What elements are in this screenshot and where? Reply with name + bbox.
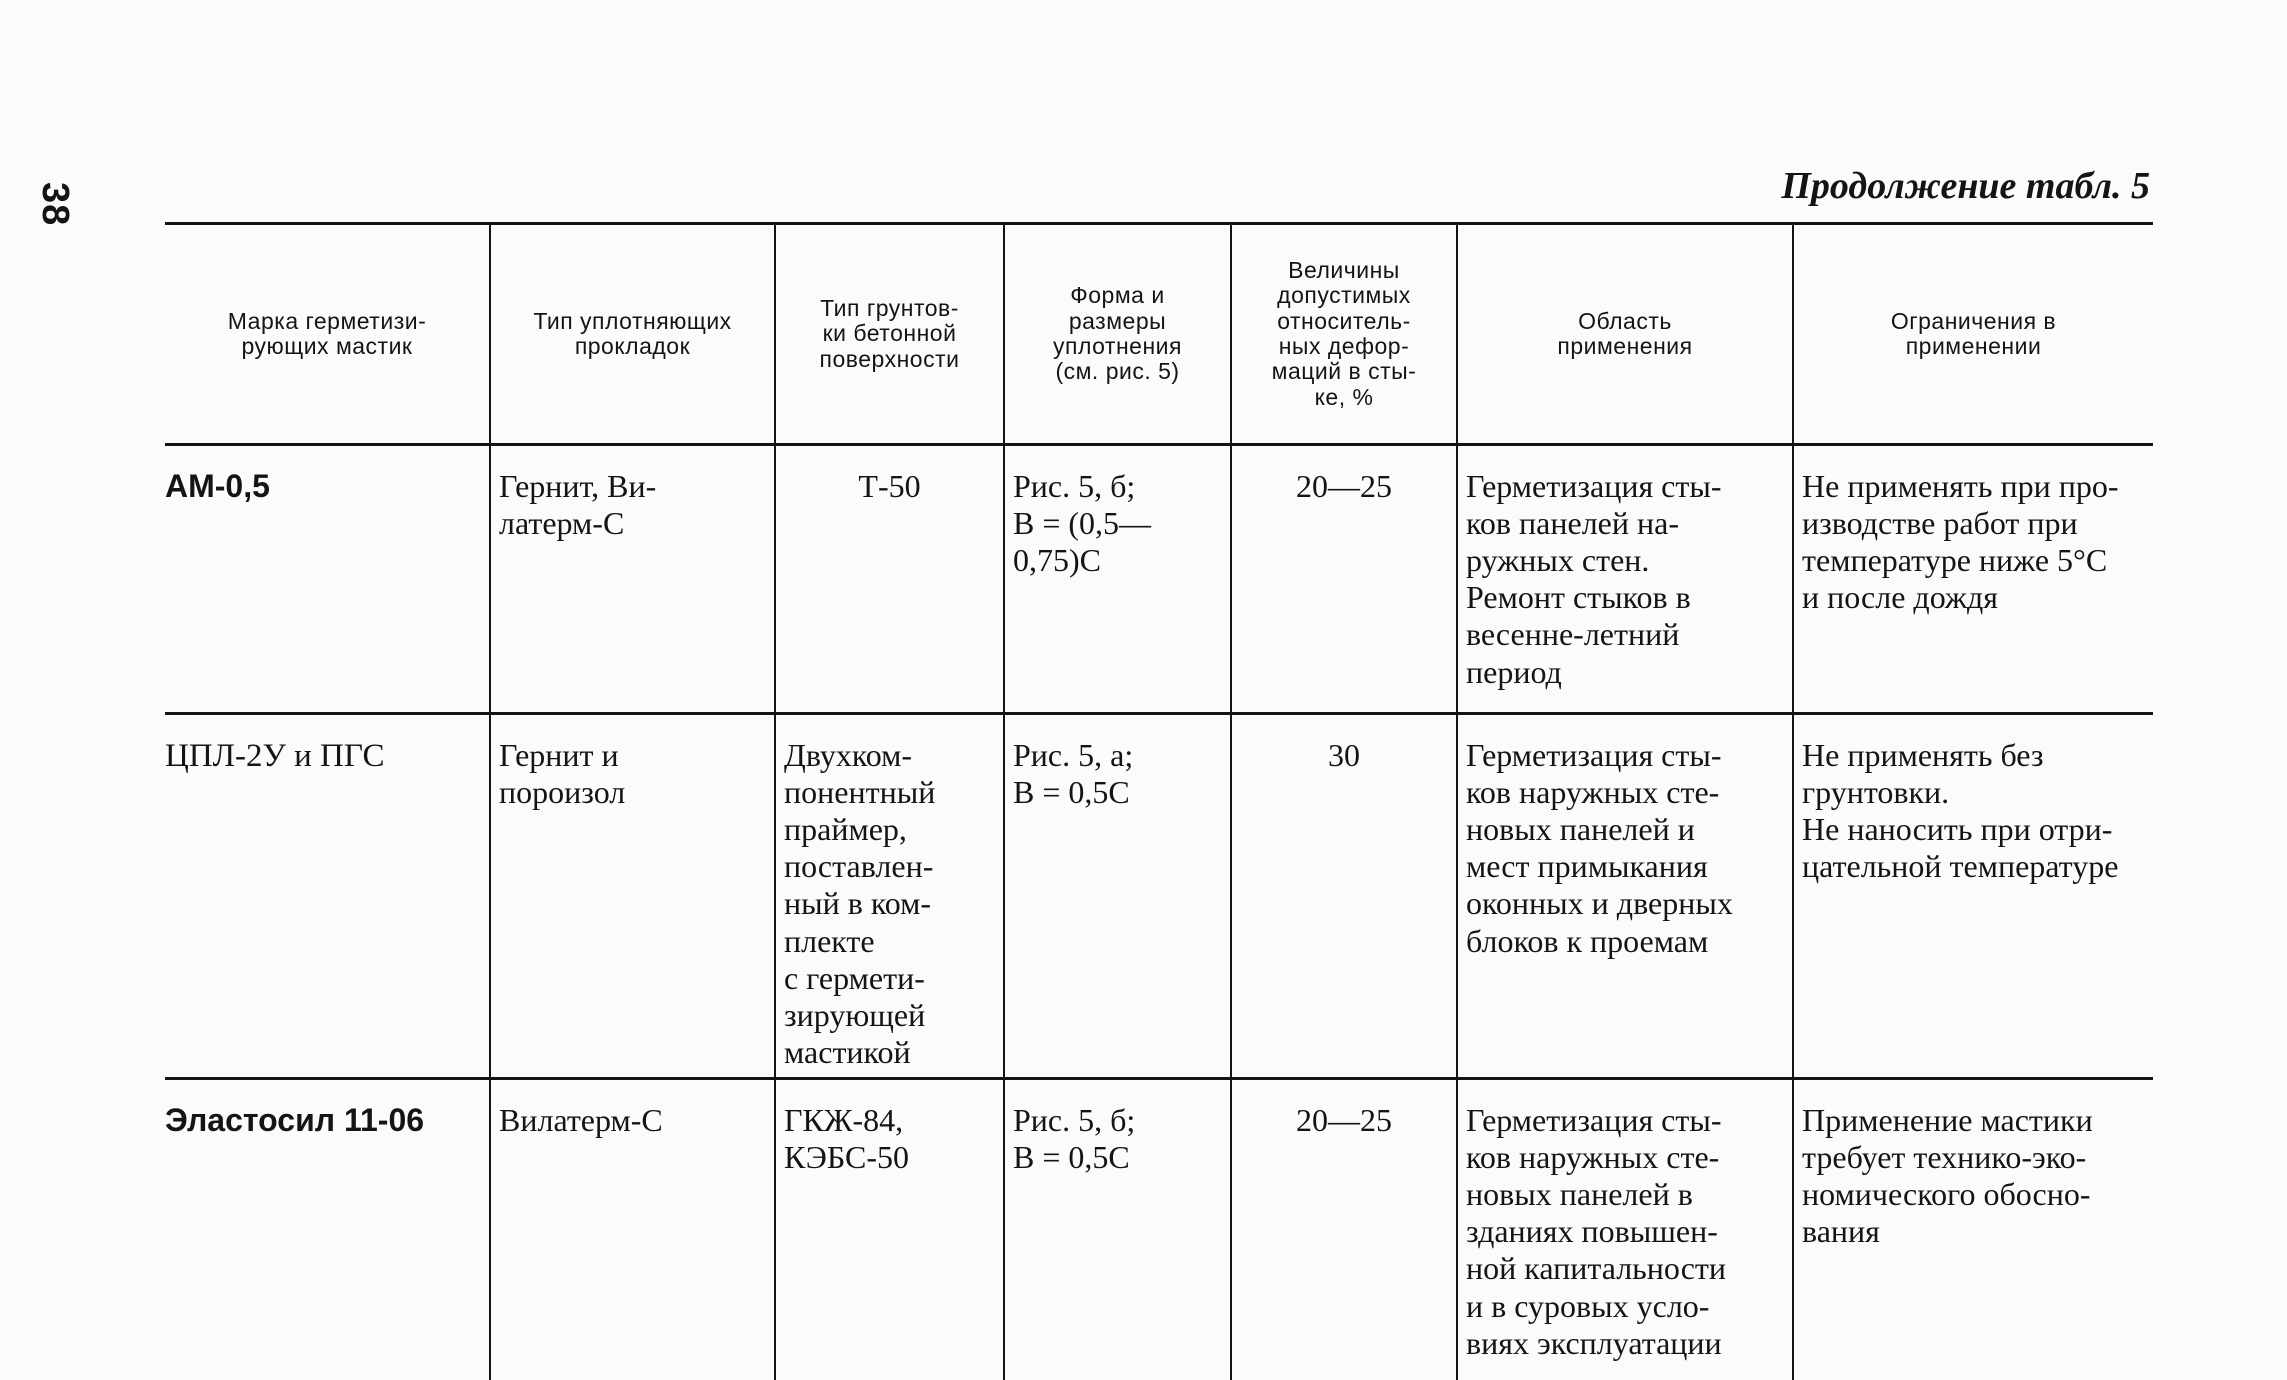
- cell-area: Герметизация сты- ков панелей на- ружных стен. Ремонт стыков в весенне-летний период: [1457, 445, 1793, 714]
- sealant-table: [165, 222, 2153, 1380]
- cell-shape: Рис. 5, б; В = 0,5С: [1004, 1078, 1231, 1380]
- header-area: Область применения: [1457, 224, 1793, 445]
- cell-grade: Эластосил 11-06: [165, 1101, 425, 1138]
- cell-limits: Не применять без грунтовки. Не наносить при отри- цательной температуре: [1793, 714, 2153, 1079]
- table-header-row: [165, 224, 2153, 445]
- cell-area: Герметизация сты- ков наружных сте- новых панелей и мест примыкания оконных и дверных блоков к проемам: [1457, 714, 1793, 1079]
- cell-grade: АМ-0,5: [165, 445, 490, 714]
- cell-deformation: 30: [1231, 714, 1457, 1079]
- header-shape: Форма и размеры уплотнения (см. рис. 5): [1004, 224, 1231, 445]
- table-row: [165, 445, 2153, 714]
- header-primer: Тип грунтов- ки бетонной поверхности: [775, 224, 1004, 445]
- page-number: 38: [34, 182, 76, 227]
- cell-gasket: Гернит и пороизол: [490, 714, 775, 1079]
- table-caption: Продолжение табл. 5: [1781, 165, 2150, 207]
- cell-area: Герметизация сты- ков наружных сте- новых панелей в зданиях повышен- ной капитальности и в суровых усло- виях эксплуатации: [1457, 1078, 1793, 1380]
- cell-deformation: 20—25: [1231, 445, 1457, 714]
- header-deformation: Величины допустимых относитель- ных дефор- маций в сты- ке, %: [1231, 224, 1457, 445]
- cell-grade: ЦПЛ-2У и ПГС: [165, 714, 490, 1079]
- cell-limits: Применение мастики требует технико-эко- номического обосно- вания: [1793, 1078, 2153, 1380]
- cell-shape: Рис. 5, а; В = 0,5С: [1004, 714, 1231, 1079]
- cell-primer: Двухком- понентный праймер, поставлен- ный в ком- плекте с гермети- зирующей мастикой: [775, 714, 1004, 1079]
- header-limits: Ограничения в применении: [1793, 224, 2153, 445]
- cell-limits: Не применять при про- изводстве работ при температуре ниже 5°С и после дождя: [1793, 445, 2153, 714]
- cell-primer: Т-50: [775, 445, 1004, 714]
- cell-shape: Рис. 5, б; В = (0,5— 0,75)С: [1004, 445, 1231, 714]
- header-grade: Марка герметизи- рующих мастик: [165, 224, 490, 445]
- cell-gasket: Вилатерм-С: [490, 1078, 775, 1380]
- table-row: [165, 714, 2153, 1079]
- cell-primer: ГКЖ-84, КЭБС-50: [775, 1078, 1004, 1380]
- cell-deformation: 20—25: [1231, 1078, 1457, 1380]
- cell-gasket: Гернит, Ви- латерм-С: [490, 445, 775, 714]
- table-row: [165, 1078, 2153, 1380]
- header-gasket: Тип уплотняющих прокладок: [490, 224, 775, 445]
